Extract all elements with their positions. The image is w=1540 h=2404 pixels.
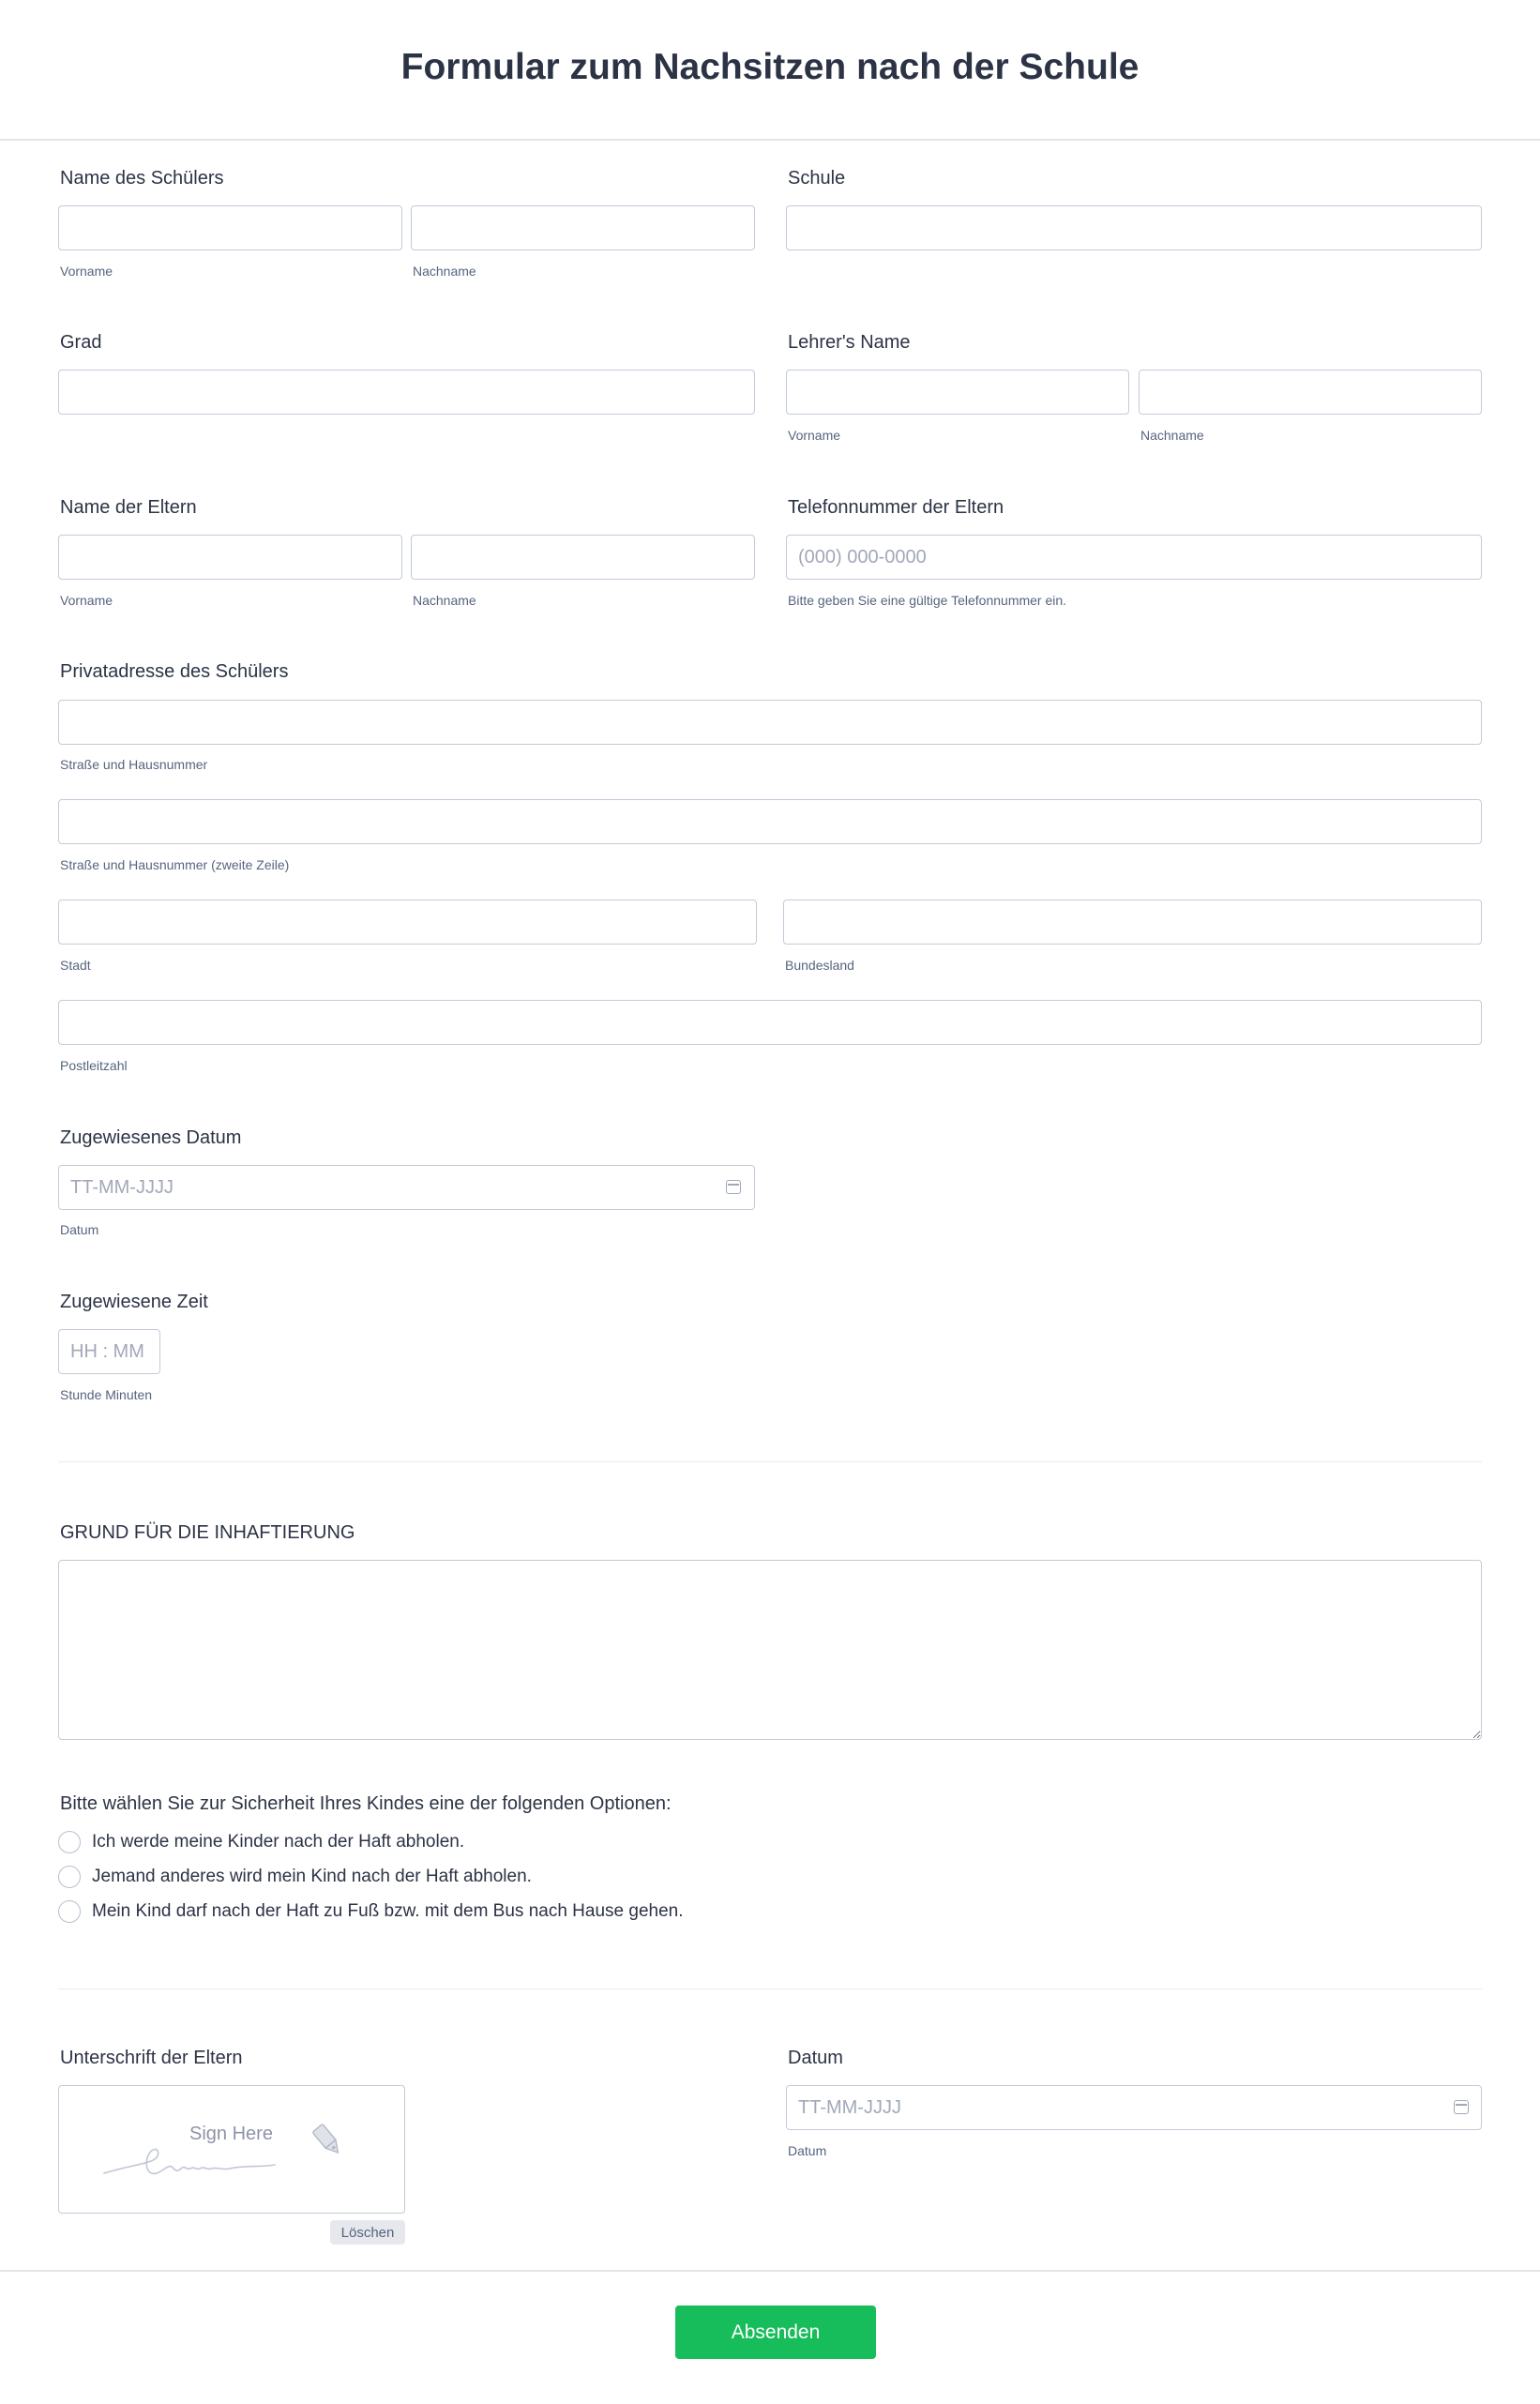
form-title: Formular zum Nachsitzen nach der Schule [400, 47, 1140, 87]
clear-signature-button[interactable]: Löschen [330, 2220, 405, 2245]
radio-button[interactable] [58, 1900, 81, 1923]
state-sublabel: Bundesland [785, 958, 854, 973]
teacher-first-name-input[interactable] [786, 370, 1129, 415]
street-line2-input[interactable] [58, 799, 1482, 844]
assigned-date-sublabel: Datum [60, 1222, 99, 1237]
radio-button[interactable] [58, 1831, 81, 1853]
parent-first-name-input[interactable] [58, 535, 402, 580]
sign-date-label: Datum [788, 2048, 843, 2068]
safety-option-walk-bus[interactable] [58, 1900, 684, 1923]
parent-first-name-sublabel: Vorname [60, 593, 113, 608]
submit-button[interactable]: Absenden [675, 2306, 876, 2359]
teacher-first-name-sublabel: Vorname [788, 428, 841, 443]
grade-input[interactable] [58, 370, 755, 415]
student-first-name-sublabel: Vorname [60, 264, 113, 279]
parent-name-label: Name der Eltern [60, 497, 197, 518]
assigned-date-input[interactable] [58, 1165, 755, 1210]
grade-label: Grad [60, 332, 102, 353]
zip-sublabel: Postleitzahl [60, 1058, 128, 1073]
assigned-date-label: Zugewiesenes Datum [60, 1127, 242, 1148]
parent-last-name-sublabel: Nachname [413, 593, 476, 608]
safety-label: Bitte wählen Sie zur Sicherheit Ihres Kindes eine der folgenden Optionen: [60, 1793, 672, 1814]
signature-label: Unterschrift der Eltern [60, 2048, 243, 2068]
student-first-name-input[interactable] [58, 205, 402, 250]
safety-option-label: Mein Kind darf nach der Haft zu Fuß bzw. mit dem Bus nach Hause gehen. [92, 1901, 684, 1921]
sign-date-sublabel: Datum [788, 2143, 827, 2158]
student-last-name-input[interactable] [411, 205, 755, 250]
zip-input[interactable] [58, 1000, 1482, 1045]
assigned-time-input[interactable] [58, 1329, 160, 1374]
assigned-time-label: Zugewiesene Zeit [60, 1292, 208, 1312]
street-sublabel: Straße und Hausnummer [60, 757, 208, 772]
reason-textarea[interactable] [58, 1560, 1482, 1740]
safety-option-label: Ich werde meine Kinder nach der Haft abholen. [92, 1832, 465, 1852]
calendar-icon[interactable] [726, 1180, 741, 1194]
safety-option-label: Jemand anderes wird mein Kind nach der Haft abholen. [92, 1867, 532, 1886]
form-footer [0, 2270, 1540, 2404]
safety-option-pickup-self[interactable] [58, 1831, 464, 1853]
teacher-last-name-input[interactable] [1139, 370, 1482, 415]
calendar-icon[interactable] [1454, 2100, 1469, 2114]
form-header [0, 0, 1540, 141]
parent-phone-sublabel: Bitte geben Sie eine gültige Telefonnummer ein. [788, 593, 1067, 608]
radio-button[interactable] [58, 1866, 81, 1888]
signature-pad[interactable] [58, 2085, 405, 2214]
state-input[interactable] [783, 900, 1482, 945]
section-divider [58, 1461, 1482, 1462]
parent-phone-label: Telefonnummer der Eltern [788, 497, 1004, 518]
student-name-label: Name des Schülers [60, 168, 224, 189]
street-input[interactable] [58, 700, 1482, 745]
sign-date-input[interactable] [786, 2085, 1482, 2130]
signature-scribble-icon [59, 2086, 406, 2215]
school-label: Schule [788, 168, 846, 189]
student-last-name-sublabel: Nachname [413, 264, 476, 279]
signature-placeholder: Sign Here [189, 2124, 273, 2144]
city-input[interactable] [58, 900, 757, 945]
parent-last-name-input[interactable] [411, 535, 755, 580]
section-divider [58, 1988, 1482, 1989]
reason-label: GRUND FÜR DIE INHAFTIERUNG [60, 1522, 355, 1543]
address-label: Privatadresse des Schülers [60, 661, 289, 682]
street-line2-sublabel: Straße und Hausnummer (zweite Zeile) [60, 857, 290, 872]
school-input[interactable] [786, 205, 1482, 250]
parent-phone-input[interactable] [786, 535, 1482, 580]
pen-icon [312, 2124, 343, 2156]
assigned-time-sublabel: Stunde Minuten [60, 1387, 153, 1402]
teacher-last-name-sublabel: Nachname [1140, 428, 1204, 443]
safety-option-pickup-other[interactable] [58, 1866, 532, 1888]
city-sublabel: Stadt [60, 958, 91, 973]
teacher-name-label: Lehrer's Name [788, 332, 911, 353]
